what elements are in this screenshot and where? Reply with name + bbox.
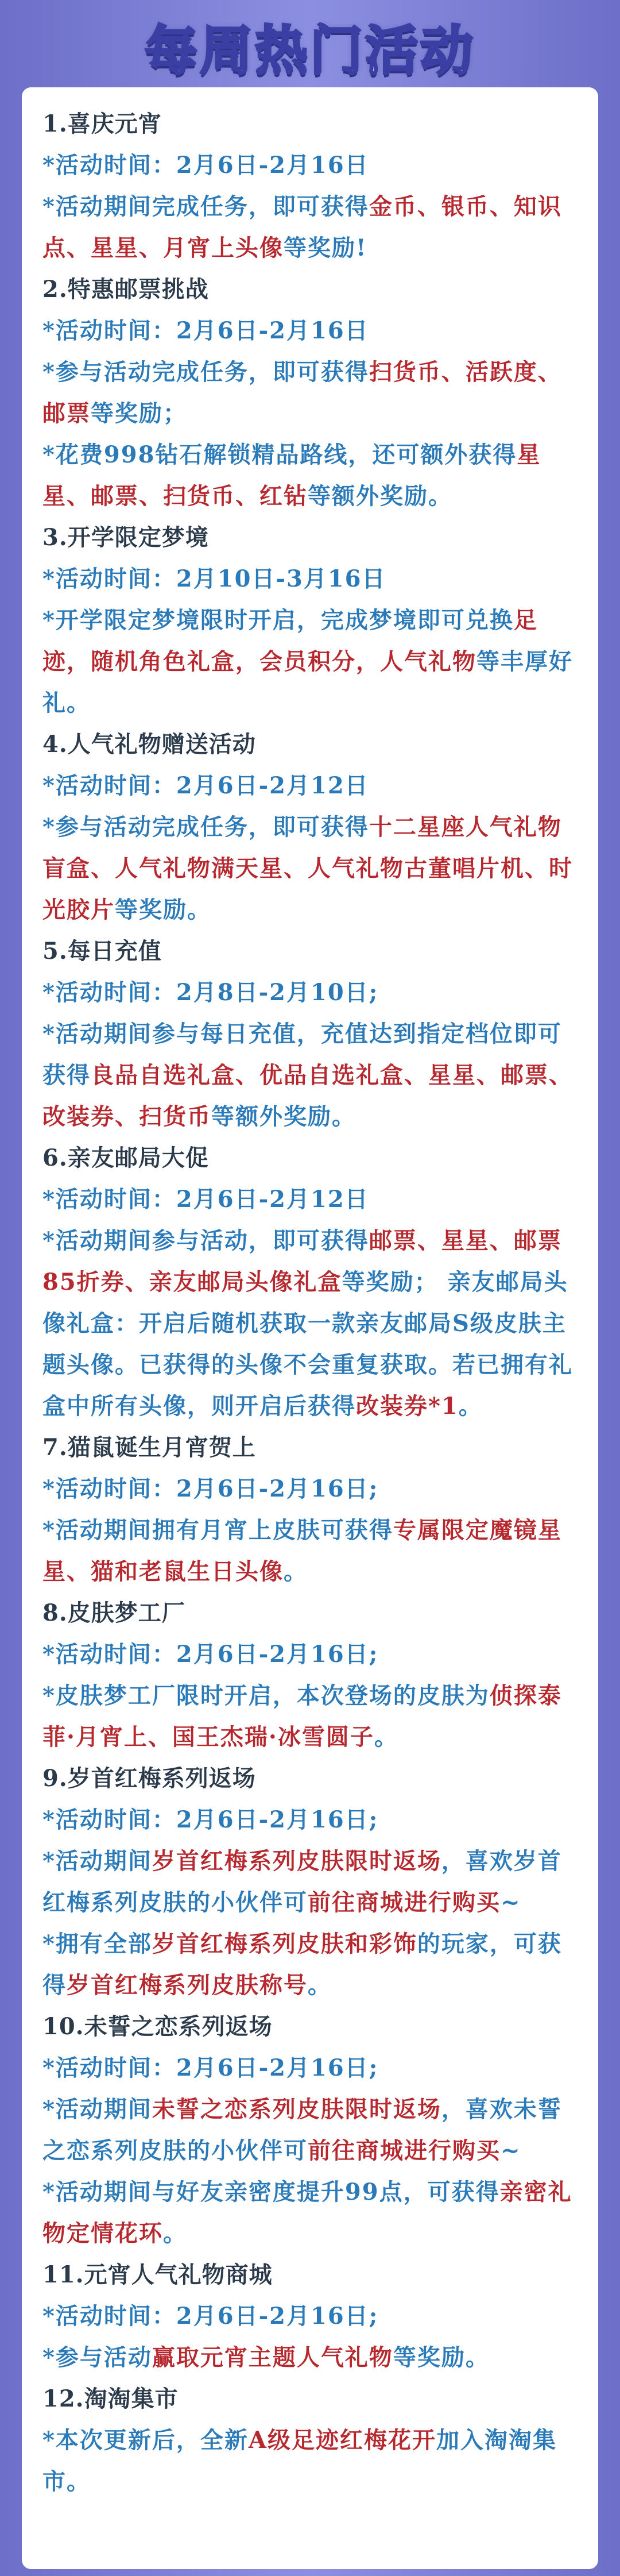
body-text: *活动时间：2月6日-2月16日;	[42, 1475, 379, 1502]
body-text: *皮肤梦工厂限时开启，本次登场的皮肤为	[42, 1682, 490, 1709]
activity-heading: 2.特惠邮票挑战	[42, 276, 209, 303]
highlight-text: 岁首红梅系列皮肤限时返场	[152, 1848, 441, 1875]
activity-section	[42, 2254, 578, 2378]
activity-line	[42, 1675, 578, 1758]
body-text: *本次更新后，全新	[42, 2427, 249, 2454]
body-text: *活动时间：2月10日-3月16日	[42, 565, 386, 592]
activity-line	[42, 807, 578, 931]
activity-heading: 7.猫鼠诞生月宵贺上	[42, 1434, 256, 1461]
highlight-text: 邮票、星星、邮票85折券、亲友邮局头像礼盒	[42, 1227, 562, 1295]
highlight-text: 未誓之恋系列皮肤限时返场	[152, 2096, 441, 2123]
activity-section	[42, 1137, 578, 1427]
activity-heading: 9.岁首红梅系列返场	[42, 1765, 256, 1792]
body-text: *花费998钻石解锁精品路线，还可额外获得	[42, 441, 517, 468]
highlight-text: 岁首红梅系列皮肤称号	[67, 1972, 308, 1999]
highlight-text: 十二星座人气礼物盲盒、人气礼物满天星、人气礼物古董唱片机、时光胶片	[42, 813, 573, 923]
body-text: *活动期间参与活动，即可获得	[42, 1227, 369, 1254]
activity-line	[42, 972, 578, 1013]
activity-line	[42, 558, 578, 600]
body-text: *活动时间：2月6日-2月12日	[42, 1186, 369, 1213]
body-text: 。	[308, 1972, 332, 1999]
activity-heading: 10.未誓之恋系列返场	[42, 2013, 273, 2040]
highlight-text: 侦探泰菲·月宵上、国王杰瑞·冰雪圆子	[42, 1682, 562, 1750]
body-text: *活动期间	[42, 2096, 152, 2123]
body-text: *参与活动完成任务，即可获得	[42, 813, 369, 840]
body-text: *活动期间与好友亲密度提升99点，可获得	[42, 2178, 500, 2205]
highlight-text: 星星、邮票、扫货币、红钻	[42, 441, 541, 510]
activity-line	[42, 2420, 578, 2502]
activity-line	[42, 2089, 578, 2172]
body-text: 等额外奖励。	[211, 1103, 356, 1130]
body-text: 等奖励。	[393, 2344, 490, 2371]
activity-heading: 11.元宵人气礼物商城	[42, 2261, 273, 2288]
highlight-text: 亲密礼物定情花环	[42, 2178, 572, 2247]
activity-line	[42, 434, 578, 517]
body-text: 。	[374, 1723, 398, 1750]
activity-section	[42, 269, 578, 517]
activity-line	[42, 352, 578, 434]
activity-line	[42, 600, 578, 724]
activity-section	[42, 517, 578, 724]
body-text: *活动时间：2月6日-2月16日	[42, 317, 369, 344]
body-text: 。	[163, 2220, 187, 2247]
activity-line	[42, 1510, 578, 1592]
body-text: *活动期间完成任务，即可获得	[42, 193, 369, 220]
activity-heading: 3.开学限定梦境	[42, 524, 209, 551]
highlight-text: 金币、银币、知识点、星星、月宵上头像	[42, 193, 562, 261]
highlight-text: 良品自选礼盒、优品自选礼盒、星星、邮票、改装券、扫货币	[42, 1062, 573, 1130]
activity-heading: 1.喜庆元宵	[42, 110, 162, 137]
activity-line	[42, 2337, 578, 2378]
body-text: 等奖励； 亲友邮局头像礼盒：开启后随机获取一款亲友邮局S级皮肤主题头像。已获得的头像不会重复获取。若已拥有礼盒中所有头像，则开启后获得	[42, 1268, 573, 1420]
body-text: 等奖励。	[115, 896, 211, 923]
body-text: *参与活动	[42, 2344, 152, 2371]
activity-section	[42, 2378, 578, 2502]
activity-line	[42, 765, 578, 807]
body-text: 等奖励；	[91, 400, 187, 427]
body-text: *拥有全部	[42, 1930, 152, 1957]
body-text: *活动期间拥有月宵上皮肤可获得	[42, 1517, 393, 1544]
highlight-text: 足迹，随机角色礼盒，会员积分，人气礼物	[42, 607, 538, 675]
body-text: 。	[284, 1558, 308, 1585]
body-text: *活动时间：2月6日-2月16日;	[42, 2054, 379, 2081]
activity-line	[42, 2296, 578, 2337]
activity-line	[42, 1634, 578, 1675]
highlight-text: 前往商城进行购买	[308, 1889, 501, 1916]
activity-section	[42, 724, 578, 931]
activity-line	[42, 186, 578, 269]
activity-line	[42, 1179, 578, 1220]
body-text: ~	[501, 2137, 521, 2164]
body-text: 加入淘淘集市。	[42, 2427, 557, 2495]
activity-line	[42, 1220, 578, 1427]
activity-section	[42, 1758, 578, 2006]
highlight-text: 改装券*1	[356, 1393, 459, 1420]
body-text: ，喜欢未誓之恋系列皮肤的小伙伴可	[42, 2096, 562, 2164]
highlight-text: A级足迹红梅花开	[248, 2427, 436, 2454]
sections-container	[42, 103, 578, 2502]
body-text: 。	[458, 1393, 483, 1420]
page-header	[0, 0, 620, 86]
body-text: 的玩家，可获得	[42, 1930, 562, 1999]
body-text: *活动时间：2月6日-2月16日;	[42, 1641, 379, 1668]
body-text: *活动时间：2月6日-2月16日;	[42, 2303, 379, 2330]
activity-line	[42, 1799, 578, 1841]
activity-section	[42, 931, 578, 1137]
body-text: *活动时间：2月8日-2月10日;	[42, 979, 379, 1006]
body-text: 等奖励!	[284, 234, 367, 261]
activity-section	[42, 1427, 578, 1592]
body-text: ，喜欢岁首红梅系列皮肤的小伙伴可	[42, 1848, 562, 1916]
body-text: 等额外奖励。	[308, 483, 452, 510]
activity-line	[42, 1923, 578, 2006]
body-text: ~	[501, 1889, 521, 1916]
body-text: *活动时间：2月6日-2月16日;	[42, 1806, 379, 1833]
activity-line	[42, 1468, 578, 1510]
highlight-text: 岁首红梅系列皮肤和彩饰	[152, 1930, 417, 1957]
body-text: *活动时间：2月6日-2月12日	[42, 772, 369, 799]
activity-heading: 4.人气礼物赠送活动	[42, 731, 256, 758]
activity-line	[42, 145, 578, 186]
activity-line	[42, 1013, 578, 1137]
activity-section	[42, 103, 578, 269]
page-title: 每周热门活动	[144, 20, 475, 82]
body-text: 等丰厚好礼。	[42, 648, 573, 716]
body-text: *参与活动完成任务，即可获得	[42, 358, 369, 385]
activity-heading: 5.每日充值	[42, 938, 162, 965]
activity-section	[42, 2006, 578, 2254]
activity-heading: 12.淘淘集市	[42, 2385, 179, 2412]
activity-line	[42, 2047, 578, 2089]
activity-section	[42, 1592, 578, 1758]
body-text: *活动时间：2月6日-2月16日	[42, 152, 369, 179]
highlight-text: 专属限定魔镜星星、猫和老鼠生日头像	[42, 1517, 562, 1585]
activity-heading: 8.皮肤梦工厂	[42, 1599, 185, 1626]
activity-line	[42, 1841, 578, 1923]
highlight-text: 前往商城进行购买	[308, 2137, 501, 2164]
body-text: *活动期间	[42, 1848, 152, 1875]
activity-line	[42, 2172, 578, 2254]
activity-line	[42, 310, 578, 352]
body-text: *活动期间参与每日充值，充值达到指定档位即可获得	[42, 1020, 562, 1089]
activity-heading: 6.亲友邮局大促	[42, 1144, 209, 1171]
highlight-text: 扫货币、活跃度、邮票	[42, 358, 562, 427]
highlight-text: 赢取元宵主题人气礼物	[152, 2344, 393, 2371]
content-card	[22, 87, 598, 2569]
body-text: *开学限定梦境限时开启，完成梦境即可兑换	[42, 607, 514, 634]
